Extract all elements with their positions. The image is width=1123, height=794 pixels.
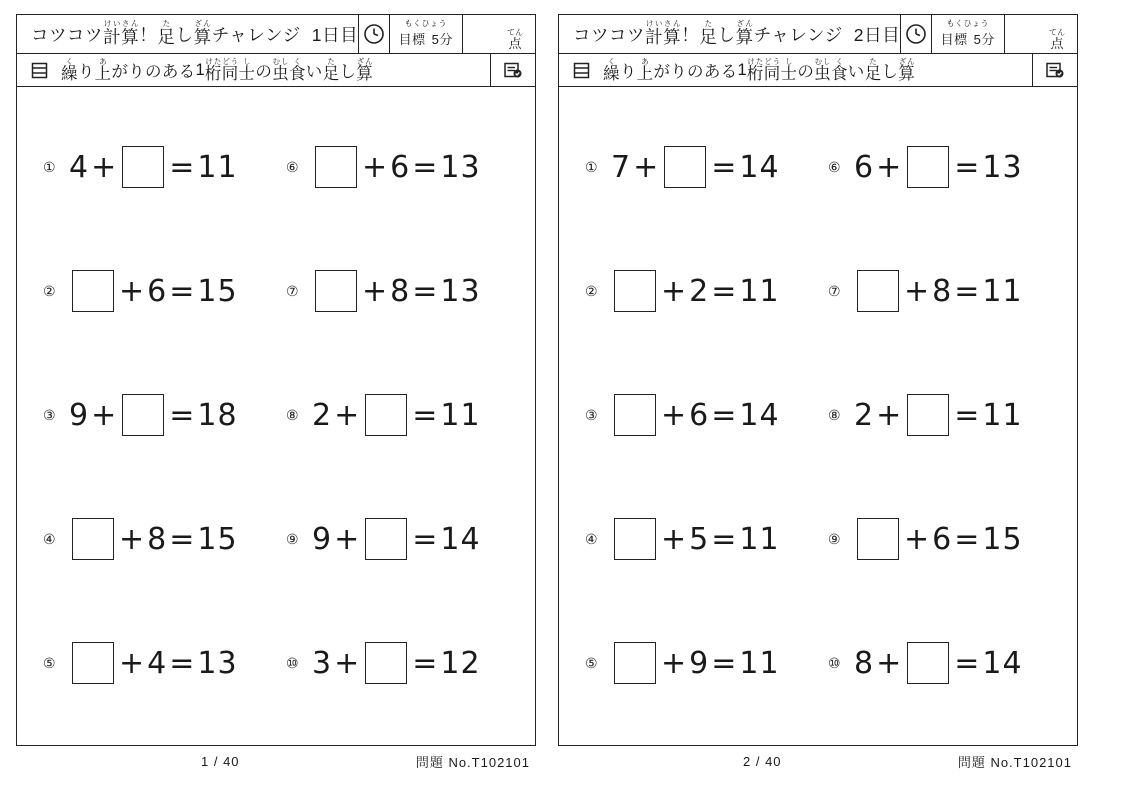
answer-blank-box[interactable] bbox=[365, 518, 407, 560]
problem-number: ⑤ bbox=[43, 654, 56, 671]
sub-a-ruby: あ bbox=[94, 56, 112, 66]
sub-kui-ruby: く bbox=[830, 56, 848, 66]
equals-sign: = bbox=[412, 273, 439, 309]
answer-blank-box[interactable] bbox=[72, 518, 114, 560]
plus-sign: + bbox=[119, 645, 146, 681]
sub-shi2: し bbox=[881, 63, 899, 81]
sheet-footer-1 bbox=[16, 746, 536, 776]
goal-label-group bbox=[947, 20, 990, 29]
equals-sign: = bbox=[169, 273, 196, 309]
problem-number: ⑧ bbox=[286, 406, 299, 423]
plus-sign: + bbox=[661, 397, 688, 433]
plus-sign: + bbox=[334, 397, 361, 433]
answer-blank-box[interactable] bbox=[614, 518, 656, 560]
plus-sign: + bbox=[633, 149, 660, 185]
title-tasu-ruby: た bbox=[699, 19, 718, 28]
sub-dou-ruby: どう bbox=[221, 56, 239, 66]
goal-time-cell bbox=[389, 15, 462, 53]
sub-shi: 士 bbox=[780, 64, 798, 83]
title-day: 2日目 bbox=[853, 24, 901, 45]
addend-value: 6 bbox=[390, 149, 411, 185]
problem-item bbox=[276, 146, 535, 188]
problem-item bbox=[559, 518, 818, 560]
page-title bbox=[559, 15, 900, 53]
answer-blank-box[interactable] bbox=[614, 270, 656, 312]
problem-number: ③ bbox=[585, 406, 598, 423]
plus-sign: + bbox=[334, 645, 361, 681]
sub-i: い bbox=[305, 63, 323, 81]
goal-label: 目標 bbox=[398, 32, 426, 47]
problem-item bbox=[17, 394, 276, 436]
plus-sign: + bbox=[661, 645, 688, 681]
sub-ta-ruby: た bbox=[322, 56, 340, 66]
problem-expression bbox=[611, 642, 780, 684]
problem-number: ⑦ bbox=[286, 282, 299, 299]
sheet-footer-2 bbox=[558, 746, 1078, 776]
answer-blank-box[interactable] bbox=[664, 146, 706, 188]
problem-area-2 bbox=[558, 87, 1078, 746]
sum-value: 18 bbox=[197, 397, 238, 433]
sheet-header bbox=[16, 14, 536, 87]
plus-sign: + bbox=[876, 645, 903, 681]
page-number: 2 / 40 bbox=[743, 753, 782, 769]
problem-item bbox=[818, 394, 1077, 436]
answer-blank-box[interactable] bbox=[365, 394, 407, 436]
problem-expression bbox=[611, 270, 780, 312]
sum-value: 13 bbox=[440, 149, 481, 185]
sub-mushi: 虫 bbox=[814, 64, 831, 83]
calendar-day-icon bbox=[17, 54, 61, 86]
sub-mushi-ruby: むし bbox=[272, 56, 289, 66]
sub-kui: 食 bbox=[830, 64, 848, 83]
problem-item bbox=[276, 270, 535, 312]
sub-kui: 食 bbox=[288, 64, 306, 83]
goal-value: 5分 bbox=[431, 32, 453, 47]
problem-number: ⑤ bbox=[585, 654, 598, 671]
equals-sign: = bbox=[169, 149, 196, 185]
answer-blank-box[interactable] bbox=[857, 270, 899, 312]
sum-value: 13 bbox=[197, 645, 238, 681]
clock-icon bbox=[358, 15, 388, 53]
equals-sign: = bbox=[169, 521, 196, 557]
plus-sign: + bbox=[119, 273, 146, 309]
sub-dou: 同 bbox=[221, 64, 239, 83]
sub-kui-ruby: く bbox=[288, 56, 306, 66]
sheet-header bbox=[558, 14, 1078, 87]
sub-mushi-ruby: むし bbox=[814, 56, 831, 66]
plus-sign: + bbox=[91, 397, 118, 433]
problem-item bbox=[559, 270, 818, 312]
sub-dou: 同 bbox=[763, 64, 781, 83]
plus-sign: + bbox=[876, 149, 903, 185]
sub-shi-ruby: し bbox=[780, 56, 798, 66]
plus-sign: + bbox=[904, 273, 931, 309]
sum-value: 15 bbox=[982, 521, 1023, 557]
equals-sign: = bbox=[412, 645, 439, 681]
addend-value: 8 bbox=[390, 273, 411, 309]
problem-item bbox=[17, 146, 276, 188]
answer-blank-box[interactable] bbox=[907, 146, 949, 188]
problem-grid-2 bbox=[559, 105, 1077, 725]
goal-value: 5分 bbox=[973, 32, 995, 47]
equals-sign: = bbox=[954, 521, 981, 557]
problem-item bbox=[559, 642, 818, 684]
title-zan-ruby: ざん bbox=[735, 19, 754, 28]
clock-icon bbox=[900, 15, 930, 53]
problem-number: ③ bbox=[43, 406, 56, 423]
page-number: 1 / 40 bbox=[201, 753, 240, 769]
addend-value: 4 bbox=[69, 149, 90, 185]
subtitle bbox=[61, 54, 490, 86]
answer-blank-box[interactable] bbox=[614, 642, 656, 684]
goal-label: 目標 bbox=[940, 32, 968, 47]
sub-ku: 繰 bbox=[603, 64, 620, 83]
title-shi: し bbox=[717, 24, 736, 45]
addend-value: 6 bbox=[689, 397, 710, 433]
equals-sign: = bbox=[711, 645, 738, 681]
problem-expression bbox=[69, 642, 238, 684]
answer-blank-box[interactable] bbox=[315, 270, 357, 312]
problem-item bbox=[559, 394, 818, 436]
sub-keta-ruby: けた bbox=[204, 56, 222, 66]
problem-expression bbox=[69, 394, 238, 436]
problem-item bbox=[818, 642, 1077, 684]
sum-value: 14 bbox=[739, 397, 780, 433]
equals-sign: = bbox=[711, 397, 738, 433]
problem-number: ① bbox=[585, 158, 598, 175]
problem-item bbox=[818, 146, 1077, 188]
sum-value: 12 bbox=[440, 645, 481, 681]
equals-sign: = bbox=[711, 273, 738, 309]
plus-sign: + bbox=[334, 521, 361, 557]
equals-sign: = bbox=[954, 149, 981, 185]
title-keisan: 計算 bbox=[103, 27, 140, 47]
title-tail: チャレンジ bbox=[211, 24, 301, 45]
addend-value: 9 bbox=[69, 397, 90, 433]
answer-blank-box[interactable] bbox=[907, 642, 949, 684]
answer-blank-box[interactable] bbox=[907, 394, 949, 436]
problem-grid-1 bbox=[17, 105, 535, 725]
sub-no: の bbox=[255, 63, 273, 81]
answer-blank-box[interactable] bbox=[122, 146, 164, 188]
problem-expression bbox=[854, 394, 1023, 436]
title-lead: コツコツ bbox=[573, 24, 646, 45]
problem-expression bbox=[69, 146, 238, 188]
addend-value: 2 bbox=[854, 397, 875, 433]
goal-label-group bbox=[405, 20, 448, 29]
sub-mushi: 虫 bbox=[272, 64, 289, 83]
worksheet-sheet-1 bbox=[16, 14, 536, 776]
score-cell[interactable] bbox=[1004, 15, 1077, 53]
sum-value: 15 bbox=[197, 273, 238, 309]
equals-sign: = bbox=[954, 645, 981, 681]
sum-value: 11 bbox=[197, 149, 238, 185]
equals-sign: = bbox=[412, 149, 439, 185]
problem-expression bbox=[854, 270, 1023, 312]
question-number: 問題 No.T102101 bbox=[415, 754, 530, 770]
plus-sign: + bbox=[904, 521, 931, 557]
problem-item bbox=[276, 394, 535, 436]
sum-value: 14 bbox=[982, 645, 1023, 681]
score-sheet-icon bbox=[490, 54, 535, 86]
equals-sign: = bbox=[954, 273, 981, 309]
title-bang: ！ bbox=[139, 24, 158, 45]
answer-blank-box[interactable] bbox=[315, 146, 357, 188]
problem-number: ⑥ bbox=[286, 158, 299, 175]
problem-number: ⑩ bbox=[286, 654, 299, 671]
sub-shi: 士 bbox=[238, 64, 256, 83]
problem-item bbox=[559, 146, 818, 188]
sum-value: 14 bbox=[739, 149, 780, 185]
score-sheet-icon bbox=[1032, 54, 1077, 86]
problem-expression bbox=[312, 270, 481, 312]
addend-value: 2 bbox=[689, 273, 710, 309]
sub-one: 1 bbox=[195, 60, 205, 79]
addend-value: 9 bbox=[312, 521, 333, 557]
title-keisan-ruby: けいさん bbox=[645, 19, 682, 28]
goal-time-cell bbox=[931, 15, 1004, 53]
sub-i: い bbox=[847, 63, 865, 81]
title-day: 1日目 bbox=[311, 24, 359, 45]
problem-number: ② bbox=[43, 282, 56, 299]
problem-number: ⑩ bbox=[828, 654, 841, 671]
problem-expression bbox=[854, 146, 1023, 188]
problem-expression bbox=[611, 518, 780, 560]
title-bang: ！ bbox=[681, 24, 700, 45]
answer-blank-box[interactable] bbox=[72, 642, 114, 684]
problem-number: ⑧ bbox=[828, 406, 841, 423]
score-cell[interactable] bbox=[462, 15, 535, 53]
answer-blank-box[interactable] bbox=[857, 518, 899, 560]
plus-sign: + bbox=[661, 521, 688, 557]
title-keisan: 計算 bbox=[645, 27, 682, 47]
sum-value: 13 bbox=[982, 149, 1023, 185]
title-lead: コツコツ bbox=[31, 24, 104, 45]
problem-number: ② bbox=[585, 282, 598, 299]
addend-value: 4 bbox=[147, 645, 168, 681]
problem-number: ④ bbox=[585, 530, 598, 547]
plus-sign: + bbox=[362, 273, 389, 309]
sum-value: 15 bbox=[197, 521, 238, 557]
equals-sign: = bbox=[169, 645, 196, 681]
sum-value: 11 bbox=[982, 273, 1023, 309]
title-tasu: 足 bbox=[699, 27, 718, 47]
sub-garinoaru: がりのある bbox=[653, 63, 738, 81]
problem-number: ⑨ bbox=[828, 530, 841, 547]
problem-number: ⑥ bbox=[828, 158, 841, 175]
title-keisan-ruby: けいさん bbox=[103, 19, 140, 28]
addend-value: 8 bbox=[932, 273, 953, 309]
equals-sign: = bbox=[954, 397, 981, 433]
addend-value: 6 bbox=[147, 273, 168, 309]
sub-garinoaru: がりのある bbox=[111, 63, 196, 81]
problem-expression bbox=[69, 518, 238, 560]
sub-keta-ruby: けた bbox=[746, 56, 764, 66]
sub-a: 上 bbox=[636, 64, 654, 83]
score-ruby: てん bbox=[1049, 28, 1065, 37]
sub-ri: り bbox=[619, 63, 637, 81]
answer-blank-box[interactable] bbox=[614, 394, 656, 436]
problem-expression bbox=[611, 394, 780, 436]
problem-number: ⑦ bbox=[828, 282, 841, 299]
answer-blank-box[interactable] bbox=[122, 394, 164, 436]
problem-expression bbox=[312, 642, 481, 684]
score-ruby: てん bbox=[507, 28, 523, 37]
title-tasu: 足 bbox=[157, 27, 176, 47]
sub-shi-ruby: し bbox=[238, 56, 256, 66]
problem-expression bbox=[854, 518, 1023, 560]
sub-keta: 桁 bbox=[746, 64, 764, 83]
plus-sign: + bbox=[362, 149, 389, 185]
sum-value: 11 bbox=[739, 521, 780, 557]
problem-item bbox=[818, 270, 1077, 312]
problem-number: ① bbox=[43, 158, 56, 175]
equals-sign: = bbox=[412, 521, 439, 557]
sub-no: の bbox=[797, 63, 815, 81]
plus-sign: + bbox=[119, 521, 146, 557]
page-title bbox=[17, 15, 358, 53]
score-label: 点 bbox=[508, 36, 522, 51]
goal-label-ruby: もくひょう bbox=[404, 19, 448, 28]
problem-item bbox=[17, 270, 276, 312]
sub-ta-ruby: た bbox=[864, 56, 882, 66]
equals-sign: = bbox=[169, 397, 196, 433]
problem-item bbox=[276, 642, 535, 684]
problem-item bbox=[276, 518, 535, 560]
plus-sign: + bbox=[876, 397, 903, 433]
score-label: 点 bbox=[1050, 36, 1064, 51]
calendar-day-icon bbox=[559, 54, 603, 86]
addend-value: 2 bbox=[312, 397, 333, 433]
sum-value: 11 bbox=[739, 645, 780, 681]
sub-zan-ruby: ざん bbox=[898, 56, 916, 66]
sub-ku-ruby: く bbox=[61, 56, 78, 66]
sub-keta: 桁 bbox=[204, 64, 222, 83]
problem-area-1 bbox=[16, 87, 536, 746]
sub-a: 上 bbox=[94, 64, 112, 83]
sub-dou-ruby: どう bbox=[763, 56, 781, 66]
title-tasu-ruby: た bbox=[157, 19, 176, 28]
addend-value: 8 bbox=[854, 645, 875, 681]
problem-number: ⑨ bbox=[286, 530, 299, 547]
problem-expression bbox=[611, 146, 780, 188]
answer-blank-box[interactable] bbox=[72, 270, 114, 312]
goal-label-ruby: もくひょう bbox=[946, 19, 990, 28]
problem-expression bbox=[854, 642, 1023, 684]
title-tail: チャレンジ bbox=[753, 24, 843, 45]
problem-expression bbox=[312, 146, 481, 188]
answer-blank-box[interactable] bbox=[365, 642, 407, 684]
title-zan: 算 bbox=[735, 27, 754, 47]
addend-value: 7 bbox=[611, 149, 632, 185]
sub-shi2: し bbox=[339, 63, 357, 81]
equals-sign: = bbox=[412, 397, 439, 433]
equals-sign: = bbox=[711, 149, 738, 185]
addend-value: 9 bbox=[689, 645, 710, 681]
addend-value: 6 bbox=[932, 521, 953, 557]
problem-expression bbox=[312, 394, 481, 436]
problem-item bbox=[17, 518, 276, 560]
addend-value: 8 bbox=[147, 521, 168, 557]
title-zan: 算 bbox=[193, 27, 212, 47]
worksheet-sheet-2 bbox=[558, 14, 1078, 776]
sum-value: 11 bbox=[982, 397, 1023, 433]
equals-sign: = bbox=[711, 521, 738, 557]
problem-item bbox=[17, 642, 276, 684]
plus-sign: + bbox=[91, 149, 118, 185]
title-shi: し bbox=[175, 24, 194, 45]
sub-ta: 足 bbox=[864, 64, 882, 83]
sub-zan-ruby: ざん bbox=[356, 56, 374, 66]
sum-value: 13 bbox=[440, 273, 481, 309]
plus-sign: + bbox=[661, 273, 688, 309]
addend-value: 6 bbox=[854, 149, 875, 185]
problem-expression bbox=[312, 518, 481, 560]
sub-a-ruby: あ bbox=[636, 56, 654, 66]
question-number: 問題 No.T102101 bbox=[957, 754, 1072, 770]
sub-ta: 足 bbox=[322, 64, 340, 83]
problem-expression bbox=[69, 270, 238, 312]
sum-value: 14 bbox=[440, 521, 481, 557]
addend-value: 5 bbox=[689, 521, 710, 557]
sub-zan: 算 bbox=[356, 64, 374, 83]
problem-item bbox=[818, 518, 1077, 560]
subtitle bbox=[603, 54, 1032, 86]
title-zan-ruby: ざん bbox=[193, 19, 212, 28]
sub-ku-ruby: く bbox=[603, 56, 620, 66]
addend-value: 3 bbox=[312, 645, 333, 681]
sum-value: 11 bbox=[440, 397, 481, 433]
sub-zan: 算 bbox=[898, 64, 916, 83]
sub-ri: り bbox=[77, 63, 95, 81]
sub-one: 1 bbox=[737, 60, 747, 79]
sum-value: 11 bbox=[739, 273, 780, 309]
problem-number: ④ bbox=[43, 530, 56, 547]
sub-ku: 繰 bbox=[61, 64, 78, 83]
